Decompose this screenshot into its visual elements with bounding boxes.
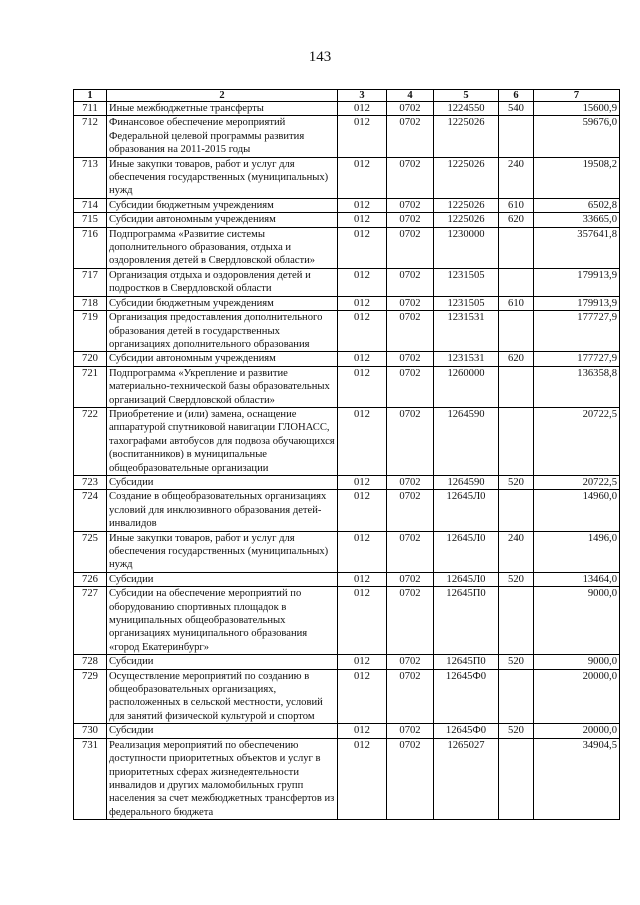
row-amount: 14960,0 xyxy=(534,490,620,531)
table-header-row xyxy=(74,90,620,102)
row-code-6 xyxy=(499,311,534,352)
row-code-4: 0702 xyxy=(387,296,434,310)
row-code-3: 012 xyxy=(338,227,387,268)
row-code-5: 1225026 xyxy=(434,157,499,198)
row-code-6: 520 xyxy=(499,572,534,586)
row-code-3: 012 xyxy=(338,352,387,366)
row-code-3: 012 xyxy=(338,311,387,352)
row-code-5: 1231505 xyxy=(434,268,499,296)
row-description: Субсидии xyxy=(107,475,338,489)
row-description: Субсидии автономным учреждениям xyxy=(107,213,338,227)
table-row xyxy=(74,407,620,475)
table-row xyxy=(74,296,620,310)
row-code-6 xyxy=(499,587,534,655)
budget-table xyxy=(73,89,620,820)
row-code-6 xyxy=(499,738,534,819)
row-code-5: 12645Л0 xyxy=(434,490,499,531)
row-code-6: 620 xyxy=(499,213,534,227)
col-header-2: 2 xyxy=(107,90,338,102)
table-row xyxy=(74,572,620,586)
row-number: 718 xyxy=(74,296,107,310)
row-code-4: 0702 xyxy=(387,213,434,227)
row-code-5: 1231505 xyxy=(434,296,499,310)
row-number: 724 xyxy=(74,490,107,531)
row-number: 722 xyxy=(74,407,107,475)
row-description: Иные закупки товаров, работ и услуг для обеспечения государственных (муниципальных) нужд xyxy=(107,531,338,572)
row-description: Субсидии бюджетным учреждениям xyxy=(107,296,338,310)
table-row xyxy=(74,490,620,531)
row-amount: 9000,0 xyxy=(534,587,620,655)
row-amount: 13464,0 xyxy=(534,572,620,586)
row-code-5: 1225026 xyxy=(434,116,499,157)
row-amount: 179913,9 xyxy=(534,268,620,296)
row-code-4: 0702 xyxy=(387,531,434,572)
table-row xyxy=(74,227,620,268)
page-number: 143 xyxy=(308,49,332,65)
row-code-3: 012 xyxy=(338,366,387,407)
row-number: 716 xyxy=(74,227,107,268)
row-code-6: 520 xyxy=(499,724,534,738)
row-description: Осуществление мероприятий по созданию в общеобразовательных организациях, расположенных в сельской местности, условий для занятий физической культурой и спортом xyxy=(107,669,338,724)
table-row xyxy=(74,724,620,738)
row-code-4: 0702 xyxy=(387,116,434,157)
row-amount: 1496,0 xyxy=(534,531,620,572)
row-code-5: 1231531 xyxy=(434,352,499,366)
row-code-5: 12645Ф0 xyxy=(434,669,499,724)
row-number: 721 xyxy=(74,366,107,407)
row-code-4: 0702 xyxy=(387,268,434,296)
row-amount: 136358,8 xyxy=(534,366,620,407)
row-description: Субсидии автономным учреждениям xyxy=(107,352,338,366)
row-code-5: 1260000 xyxy=(434,366,499,407)
row-code-6: 610 xyxy=(499,198,534,212)
row-code-5: 1264590 xyxy=(434,407,499,475)
row-code-3: 012 xyxy=(338,268,387,296)
row-code-6 xyxy=(499,268,534,296)
row-code-3: 012 xyxy=(338,724,387,738)
row-amount: 15600,9 xyxy=(534,102,620,116)
row-description: Приобретение и (или) замена, оснащение аппаратурой спутниковой навигации ГЛОНАСС, тахографами автобусов для подвоза обучающихся (воспитанников) в муниципальные общеобразовательные организации xyxy=(107,407,338,475)
row-code-3: 012 xyxy=(338,587,387,655)
row-code-4: 0702 xyxy=(387,407,434,475)
row-code-4: 0702 xyxy=(387,724,434,738)
row-code-3: 012 xyxy=(338,407,387,475)
row-number: 720 xyxy=(74,352,107,366)
row-number: 719 xyxy=(74,311,107,352)
row-number: 730 xyxy=(74,724,107,738)
row-description: Субсидии xyxy=(107,724,338,738)
row-amount: 59676,0 xyxy=(534,116,620,157)
row-code-3: 012 xyxy=(338,490,387,531)
row-code-3: 012 xyxy=(338,475,387,489)
row-code-6: 610 xyxy=(499,296,534,310)
table-row xyxy=(74,116,620,157)
row-code-6 xyxy=(499,366,534,407)
table-row xyxy=(74,531,620,572)
row-code-5: 1264590 xyxy=(434,475,499,489)
row-code-6: 620 xyxy=(499,352,534,366)
row-amount: 20000,0 xyxy=(534,669,620,724)
row-code-4: 0702 xyxy=(387,366,434,407)
row-code-6 xyxy=(499,490,534,531)
row-number: 726 xyxy=(74,572,107,586)
row-code-6: 520 xyxy=(499,475,534,489)
table-row xyxy=(74,311,620,352)
table-row xyxy=(74,587,620,655)
row-code-6: 540 xyxy=(499,102,534,116)
row-amount: 177727,9 xyxy=(534,311,620,352)
row-code-4: 0702 xyxy=(387,475,434,489)
row-description: Субсидии бюджетным учреждениям xyxy=(107,198,338,212)
row-amount: 33665,0 xyxy=(534,213,620,227)
row-amount: 357641,8 xyxy=(534,227,620,268)
row-amount: 20722,5 xyxy=(534,475,620,489)
row-code-5: 1265027 xyxy=(434,738,499,819)
row-code-4: 0702 xyxy=(387,102,434,116)
row-code-6 xyxy=(499,116,534,157)
table-row xyxy=(74,655,620,669)
row-code-3: 012 xyxy=(338,531,387,572)
table-row xyxy=(74,475,620,489)
row-code-3: 012 xyxy=(338,198,387,212)
table-row xyxy=(74,366,620,407)
row-amount: 177727,9 xyxy=(534,352,620,366)
row-number: 725 xyxy=(74,531,107,572)
row-description: Субсидии на обеспечение мероприятий по оборудованию спортивных площадок в муниципальных общеобразовательных организациях муниципального образования «город Екатеринбург» xyxy=(107,587,338,655)
row-number: 713 xyxy=(74,157,107,198)
row-code-3: 012 xyxy=(338,116,387,157)
table-row xyxy=(74,213,620,227)
row-number: 715 xyxy=(74,213,107,227)
col-header-1: 1 xyxy=(74,90,107,102)
col-header-6: 6 xyxy=(499,90,534,102)
row-number: 729 xyxy=(74,669,107,724)
row-amount: 6502,8 xyxy=(534,198,620,212)
row-code-4: 0702 xyxy=(387,655,434,669)
row-code-5: 12645Ф0 xyxy=(434,724,499,738)
row-code-5: 12645Л0 xyxy=(434,531,499,572)
row-code-6: 240 xyxy=(499,531,534,572)
row-code-5: 1224550 xyxy=(434,102,499,116)
row-amount: 179913,9 xyxy=(534,296,620,310)
row-number: 723 xyxy=(74,475,107,489)
row-code-5: 1225026 xyxy=(434,198,499,212)
row-code-6 xyxy=(499,669,534,724)
table-row xyxy=(74,738,620,819)
row-code-3: 012 xyxy=(338,738,387,819)
row-description: Подпрограмма «Укрепление и развитие материально-технической базы образовательных организаций Свердловской области» xyxy=(107,366,338,407)
col-header-4: 4 xyxy=(387,90,434,102)
row-code-6 xyxy=(499,227,534,268)
table-row xyxy=(74,198,620,212)
col-header-7: 7 xyxy=(534,90,620,102)
row-code-4: 0702 xyxy=(387,198,434,212)
row-code-4: 0702 xyxy=(387,738,434,819)
row-code-4: 0702 xyxy=(387,490,434,531)
row-code-5: 12645П0 xyxy=(434,587,499,655)
row-code-5: 1225026 xyxy=(434,213,499,227)
row-description: Создание в общеобразовательных организациях условий для инклюзивного образования детей-инвалидов xyxy=(107,490,338,531)
row-code-4: 0702 xyxy=(387,352,434,366)
row-code-3: 012 xyxy=(338,157,387,198)
row-description: Иные межбюджетные трансферты xyxy=(107,102,338,116)
row-code-4: 0702 xyxy=(387,157,434,198)
row-number: 727 xyxy=(74,587,107,655)
row-code-5: 1230000 xyxy=(434,227,499,268)
row-number: 717 xyxy=(74,268,107,296)
row-description: Реализация мероприятий по обеспечению доступности приоритетных объектов и услуг в приоритетных сферах жизнедеятельности инвалидов и других маломобильных групп населения за счет межбюджетных трансфертов из федерального бюджета xyxy=(107,738,338,819)
row-code-4: 0702 xyxy=(387,587,434,655)
row-code-4: 0702 xyxy=(387,311,434,352)
row-number: 712 xyxy=(74,116,107,157)
row-description: Финансовое обеспечение мероприятий Федеральной целевой программы развития образования на 2011-2015 годы xyxy=(107,116,338,157)
row-amount: 19508,2 xyxy=(534,157,620,198)
row-number: 714 xyxy=(74,198,107,212)
row-description: Субсидии xyxy=(107,572,338,586)
row-code-3: 012 xyxy=(338,572,387,586)
row-code-3: 012 xyxy=(338,213,387,227)
row-amount: 9000,0 xyxy=(534,655,620,669)
row-code-3: 012 xyxy=(338,655,387,669)
table-row xyxy=(74,157,620,198)
row-description: Субсидии xyxy=(107,655,338,669)
row-description: Организация отдыха и оздоровления детей и подростков в Свердловской области xyxy=(107,268,338,296)
row-code-4: 0702 xyxy=(387,669,434,724)
row-description: Подпрограмма «Развитие системы дополнительного образования, отдыха и оздоровления детей в Свердловской области» xyxy=(107,227,338,268)
row-description: Иные закупки товаров, работ и услуг для обеспечения государственных (муниципальных) нужд xyxy=(107,157,338,198)
row-number: 711 xyxy=(74,102,107,116)
row-number: 728 xyxy=(74,655,107,669)
table-row xyxy=(74,102,620,116)
row-code-3: 012 xyxy=(338,102,387,116)
row-code-3: 012 xyxy=(338,669,387,724)
row-code-6: 240 xyxy=(499,157,534,198)
row-amount: 20000,0 xyxy=(534,724,620,738)
row-amount: 34904,5 xyxy=(534,738,620,819)
col-header-3: 3 xyxy=(338,90,387,102)
row-code-4: 0702 xyxy=(387,572,434,586)
table-row xyxy=(74,352,620,366)
row-code-5: 12645Л0 xyxy=(434,572,499,586)
row-description: Организация предоставления дополнительного образования детей в государственных организациях дополнительного образования xyxy=(107,311,338,352)
row-code-5: 1231531 xyxy=(434,311,499,352)
col-header-5: 5 xyxy=(434,90,499,102)
row-code-6 xyxy=(499,407,534,475)
row-code-6: 520 xyxy=(499,655,534,669)
table-row xyxy=(74,268,620,296)
row-code-5: 12645П0 xyxy=(434,655,499,669)
table-row xyxy=(74,669,620,724)
row-code-3: 012 xyxy=(338,296,387,310)
row-code-4: 0702 xyxy=(387,227,434,268)
row-number: 731 xyxy=(74,738,107,819)
row-amount: 20722,5 xyxy=(534,407,620,475)
